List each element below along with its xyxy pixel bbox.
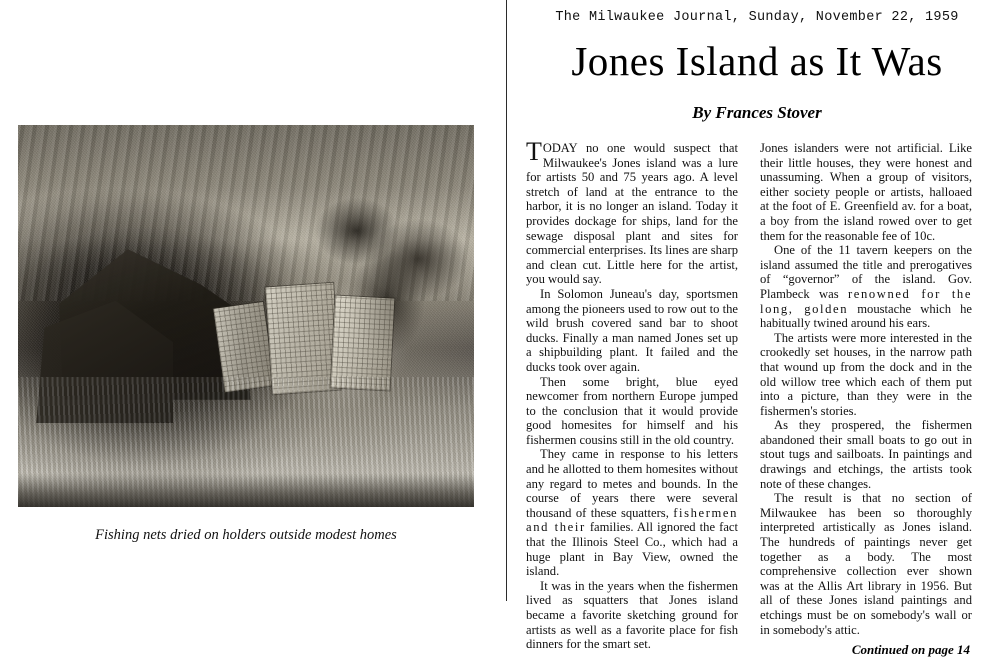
- paragraph-smallcaps-lead: ODAY: [542, 141, 578, 155]
- column-divider-rule: [506, 0, 507, 601]
- photo-inner: [18, 125, 474, 507]
- paragraph-text: families. All ignored the fact that the Illinois Steel Co., which had a huge plant in Bay View, owned the island.: [526, 520, 738, 579]
- article-headline: Jones Island as It Was: [571, 38, 943, 84]
- paragraph: [526, 137, 738, 287]
- paragraph-text: moustache which he habitually twined around his ears.: [760, 301, 972, 331]
- photo-net-mesh: [330, 295, 394, 390]
- paragraph: [526, 447, 738, 578]
- article-column-1: [526, 137, 738, 658]
- paragraph: Then some bright, blue eyed newcomer from northern Europe jumped to the conclusion that it would provide good homesites for himself and his fishermen cousins still in the old country.: [526, 374, 738, 447]
- paragraph-letterspaced: fishermen and their: [526, 505, 738, 535]
- photo-panel: [0, 0, 498, 601]
- article-columns: [524, 137, 990, 658]
- continued-note: Continued on page 14: [851, 642, 970, 658]
- paragraph-letterspaced: renowned for the long, golden: [760, 286, 973, 316]
- paragraph: The result is that no section of Milwaukee has been so thoroughly interpreted artistically as Jones island. The hundreds of paintings never get together as a body. The most comprehensive collection ever shown was at the Allis Art library in 1956. But all of these Jones island paintings and etchings must be on somebody's wall or in somebody's attic.: [760, 491, 972, 637]
- paragraph-text: They came in response to his letters and he allotted to them homesites without any regard to metes and bounds. In the course of years there were several thousand of these squatters,: [526, 447, 738, 520]
- paragraph: In Solomon Juneau's day, sportsmen among the pioneers used to row out to the wild brush covered sand bar to shoot ducks. Finally a man named Jones set up a shipbuilding plant. It failed and the ducks took over again.: [526, 286, 738, 374]
- masthead-line: The Milwaukee Journal, Sunday, November 22, 1959: [555, 10, 959, 25]
- article-byline: By Frances Stover: [692, 103, 822, 122]
- drop-cap: T: [526, 137, 542, 166]
- paragraph: [760, 243, 972, 331]
- paragraph: As they prospered, the fishermen abandoned their small boats to go out in stout tugs and sailboats. In paintings and drawings and etchings, the artists took note of these changes.: [760, 418, 972, 491]
- paragraph-text: no one would suspect that Milwaukee's Jones island was a lure for artists 50 and 75 years ago. A level stretch of land at the entrance to the harbor, it is no longer an island. Today it provides dockage for ships, land for the sewage disposal plant and sites for commercial enterprises. Its lines are sharp and clean cut. Little here for the artist, you would say.: [526, 141, 738, 287]
- paragraph: The artists were more interested in the crookedly set houses, in the narrow path that wound up from the dock and in the old willow tree which each of them put into a picture, than they were in the fishermen's stories.: [760, 330, 972, 418]
- article-column-2: [760, 141, 972, 658]
- paragraph-text: One of the 11 tavern keepers on the island assumed the title and prerogatives of “governor” of the island. Gov. Plambeck was: [760, 243, 972, 301]
- jones-island-etching-image: [18, 125, 474, 507]
- photo-net-holder-right: [330, 295, 394, 390]
- article-panel: [524, 0, 990, 658]
- paragraph: Jones islanders were not artificial. Like their little houses, they were honest and unassuming. When a group of visitors, either society people or artists, halloaed at the foot of E. Greenfield av. for a boat, a boy from the island rowed over to get them for the reasonable fee of 10c.: [760, 141, 972, 243]
- photo-caption: Fishing nets dried on holders outside modest homes: [95, 527, 397, 543]
- photo-bottom-shadow: [18, 473, 474, 507]
- paragraph: It was in the years when the fishermen lived as squatters that Jones island became a favorite sketching ground for artists as well as a favorite place for fish dinners for the smart set.: [526, 578, 738, 652]
